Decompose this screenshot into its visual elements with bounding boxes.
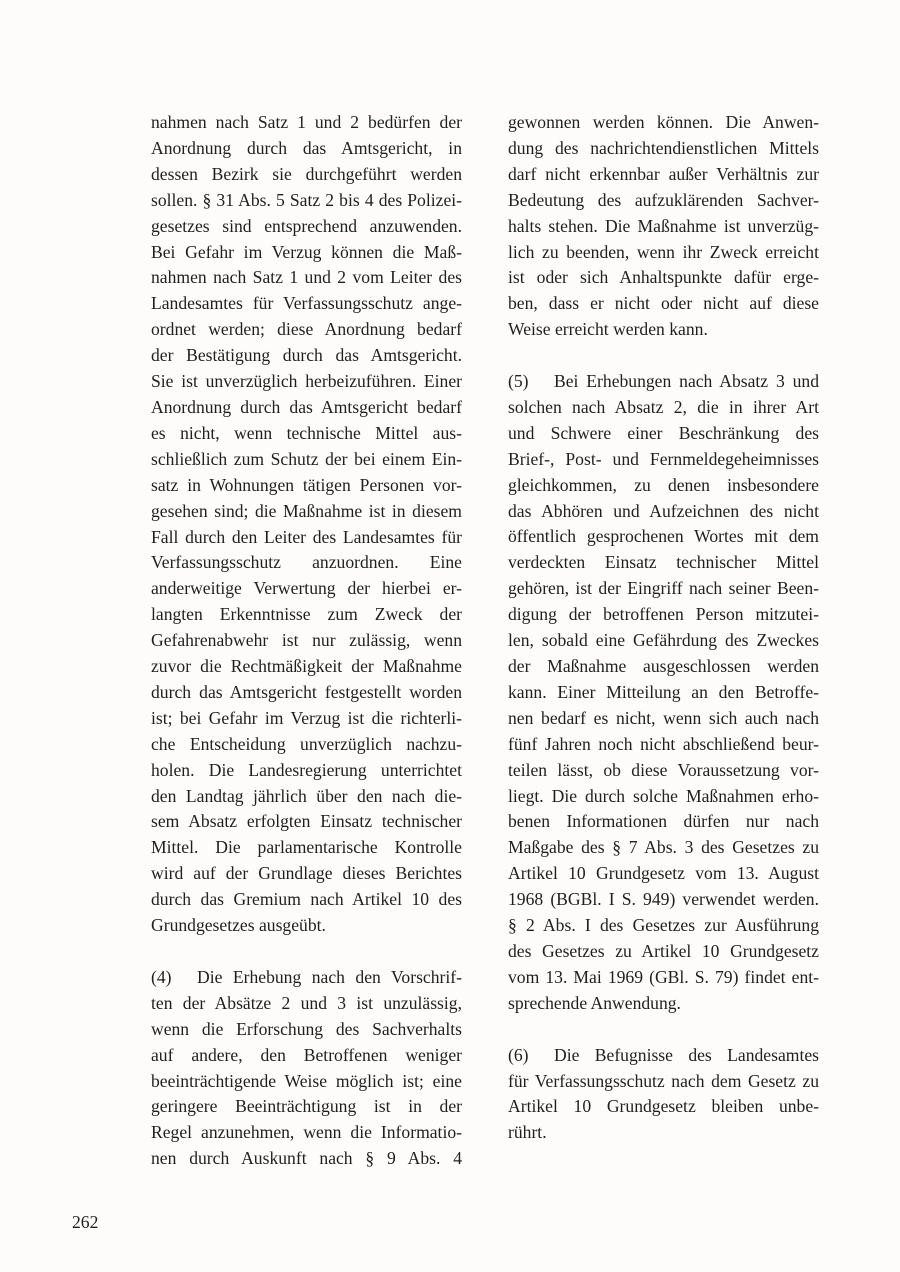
text-line: verdeckten Einsatz technischer Mittel xyxy=(508,552,819,573)
text-line: ordnet werden; diese Anordnung bedarf xyxy=(151,319,462,340)
text-line xyxy=(151,965,462,991)
text-line: sollen. § 31 Abs. 5 Satz 2 bis 4 des Polizei- xyxy=(151,189,462,210)
text-line: fünf Jahren noch nicht abschließend beur- xyxy=(508,733,819,754)
text-line: der Bestätigung durch das Amtsgericht. xyxy=(151,345,462,366)
text-line: nahmen nach Satz 1 und 2 bedürfen der xyxy=(151,112,462,132)
text-line: wird auf der Grundlage dieses Berichtes xyxy=(151,863,462,884)
text-line: Weise erreicht werden kann. xyxy=(508,319,708,340)
text-line: Verfassungsschutz anzuordnen. Eine xyxy=(151,552,462,573)
text-line: wenn die Erforschung des Sachverhalts xyxy=(151,1018,462,1039)
text-line: Bei Gefahr im Verzug können die Maß- xyxy=(151,241,462,262)
text-line: für Verfassungsschutz nach dem Gesetz zu xyxy=(508,1070,819,1091)
text-line: § 2 Abs. I des Gesetzes zur Ausführung xyxy=(508,915,819,936)
paragraph-5 xyxy=(508,369,819,1017)
text-line: langten Erkenntnisse zum Zweck der xyxy=(151,604,462,625)
paragraph-number: (6) xyxy=(508,1044,529,1065)
text-line: che Entscheidung unverzüglich nachzu- xyxy=(151,733,462,754)
text-line: sprechende Anwendung. xyxy=(508,992,681,1013)
text-line: durch das Amtsgericht festgestellt worden xyxy=(151,681,462,702)
text-line: Sie ist unverzüglich herbeizuführen. Einer xyxy=(151,371,462,392)
paragraph-4-continuation xyxy=(508,110,819,343)
text-line: der Maßnahme ausgeschlossen werden xyxy=(508,656,819,677)
text-line: kann. Einer Mitteilung an den Betroffe- xyxy=(508,681,819,702)
text-line: Gefahrenabwehr ist nur zulässig, wenn xyxy=(151,630,462,651)
left-column xyxy=(151,110,462,1172)
paragraph-3-continuation xyxy=(151,110,462,939)
right-column xyxy=(508,110,819,1146)
paragraph-4 xyxy=(151,965,462,1172)
text-line: solchen nach Absatz 2, die in ihrer Art xyxy=(508,396,819,417)
text-line: gewonnen werden können. Die Anwen- xyxy=(508,112,819,132)
page-number: 262 xyxy=(72,1212,99,1232)
text-line: halts stehen. Die Maßnahme ist unverzüg- xyxy=(508,215,819,236)
paragraph-first-line: Die Erhebung nach den Vorschrif- xyxy=(197,966,462,987)
text-line: beeinträchtigende Weise möglich ist; eine xyxy=(151,1070,462,1091)
text-line: Grundgesetzes ausgeübt. xyxy=(151,915,326,936)
text-line xyxy=(508,369,819,395)
text-line: vom 13. Mai 1969 (GBl. S. 79) findet ent- xyxy=(508,966,819,987)
text-line: das Abhören und Aufzeichnen des nicht xyxy=(508,500,819,521)
text-line: Anordnung durch das Amtsgericht bedarf xyxy=(151,396,462,417)
text-line: Maßgabe des § 7 Abs. 3 des Gesetzes zu xyxy=(508,837,819,858)
text-line: und Schwere einer Beschränkung des xyxy=(508,422,819,443)
text-line: sem Absatz erfolgten Einsatz technischer xyxy=(151,811,462,832)
text-line: darf nicht erkennbar außer Verhältnis zur xyxy=(508,163,819,184)
text-line: Fall durch den Leiter des Landesamtes für xyxy=(151,526,462,547)
text-line: liegt. Die durch solche Maßnahmen erho- xyxy=(508,785,819,806)
text-line: Bedeutung des aufzuklärenden Sachver- xyxy=(508,189,819,210)
text-line xyxy=(508,1043,819,1069)
text-line: Regel anzunehmen, wenn die Informatio- xyxy=(151,1122,462,1143)
text-line: gehören, ist der Eingriff nach seiner Been- xyxy=(508,578,819,599)
text-line: nahmen nach Satz 1 und 2 vom Leiter des xyxy=(151,267,462,288)
text-line: Artikel 10 Grundgesetz vom 13. August xyxy=(508,863,819,884)
text-line: zuvor die Rechtmäßigkeit der Maßnahme xyxy=(151,656,462,677)
text-line: anderweitige Verwertung der hierbei er- xyxy=(151,578,462,599)
text-line: des Gesetzes zu Artikel 10 Grundgesetz xyxy=(508,940,819,961)
text-line: ist oder sich Anhaltspunkte dafür erge- xyxy=(508,267,819,288)
text-line: öffentlich gesprochenen Wortes mit dem xyxy=(508,526,819,547)
text-line: es nicht, wenn technische Mittel aus- xyxy=(151,422,462,443)
text-line: Artikel 10 Grundgesetz bleiben unbe- xyxy=(508,1096,819,1117)
text-line: holen. Die Landesregierung unterrichtet xyxy=(151,759,462,780)
text-line: dessen Bezirk sie durchgeführt werden xyxy=(151,163,462,184)
text-line: geringere Beeinträchtigung ist in der xyxy=(151,1096,462,1117)
text-line: nen bedarf es nicht, wenn sich auch nach xyxy=(508,707,819,728)
text-line: digung der betroffenen Person mitzutei- xyxy=(508,604,819,625)
text-line: Mittel. Die parlamentarische Kontrolle xyxy=(151,837,462,858)
text-line: den Landtag jährlich über den nach die- xyxy=(151,785,462,806)
text-line: schließlich zum Schutz der bei einem Ein- xyxy=(151,448,462,469)
paragraph-first-line: Bei Erhebungen nach Absatz 3 und xyxy=(554,371,819,392)
text-line: gesetzes sind entsprechend anzuwenden. xyxy=(151,215,462,236)
paragraph-6 xyxy=(508,1043,819,1147)
text-line: ist; bei Gefahr im Verzug ist die richterli- xyxy=(151,707,462,728)
text-line: ten der Absätze 2 und 3 ist unzulässig, xyxy=(151,992,462,1013)
text-line: gesehen sind; die Maßnahme ist in diesem xyxy=(151,500,462,521)
text-line: durch das Gremium nach Artikel 10 des xyxy=(151,889,462,910)
text-line: 1968 (BGBl. I S. 949) verwendet werden. xyxy=(508,889,819,910)
text-line: len, sobald eine Gefährdung des Zweckes xyxy=(508,630,819,651)
text-line: teilen lässt, ob diese Voraussetzung vor- xyxy=(508,759,819,780)
text-line: nen durch Auskunft nach § 9 Abs. 4 xyxy=(151,1148,462,1169)
text-line: ben, dass er nicht oder nicht auf diese xyxy=(508,293,819,314)
text-line: satz in Wohnungen tätigen Personen vor- xyxy=(151,474,462,495)
text-line: rührt. xyxy=(508,1122,547,1143)
text-line: Landesamtes für Verfassungsschutz ange- xyxy=(151,293,462,314)
paragraph-number: (5) xyxy=(508,371,529,392)
paragraph-first-line: Die Befugnisse des Landesamtes xyxy=(554,1044,819,1065)
text-line: lich zu beenden, wenn ihr Zweck erreicht xyxy=(508,241,819,262)
text-line: benen Informationen dürfen nur nach xyxy=(508,811,819,832)
text-line: gleichkommen, zu denen insbesondere xyxy=(508,474,819,495)
paragraph-number: (4) xyxy=(151,966,172,987)
text-line: Anordnung durch das Amtsgericht, in xyxy=(151,137,462,158)
text-line: Brief-, Post- und Fernmeldegeheimnisses xyxy=(508,448,819,469)
text-line: dung des nachrichtendienstlichen Mittels xyxy=(508,137,819,158)
text-line: auf andere, den Betroffenen weniger xyxy=(151,1044,462,1065)
